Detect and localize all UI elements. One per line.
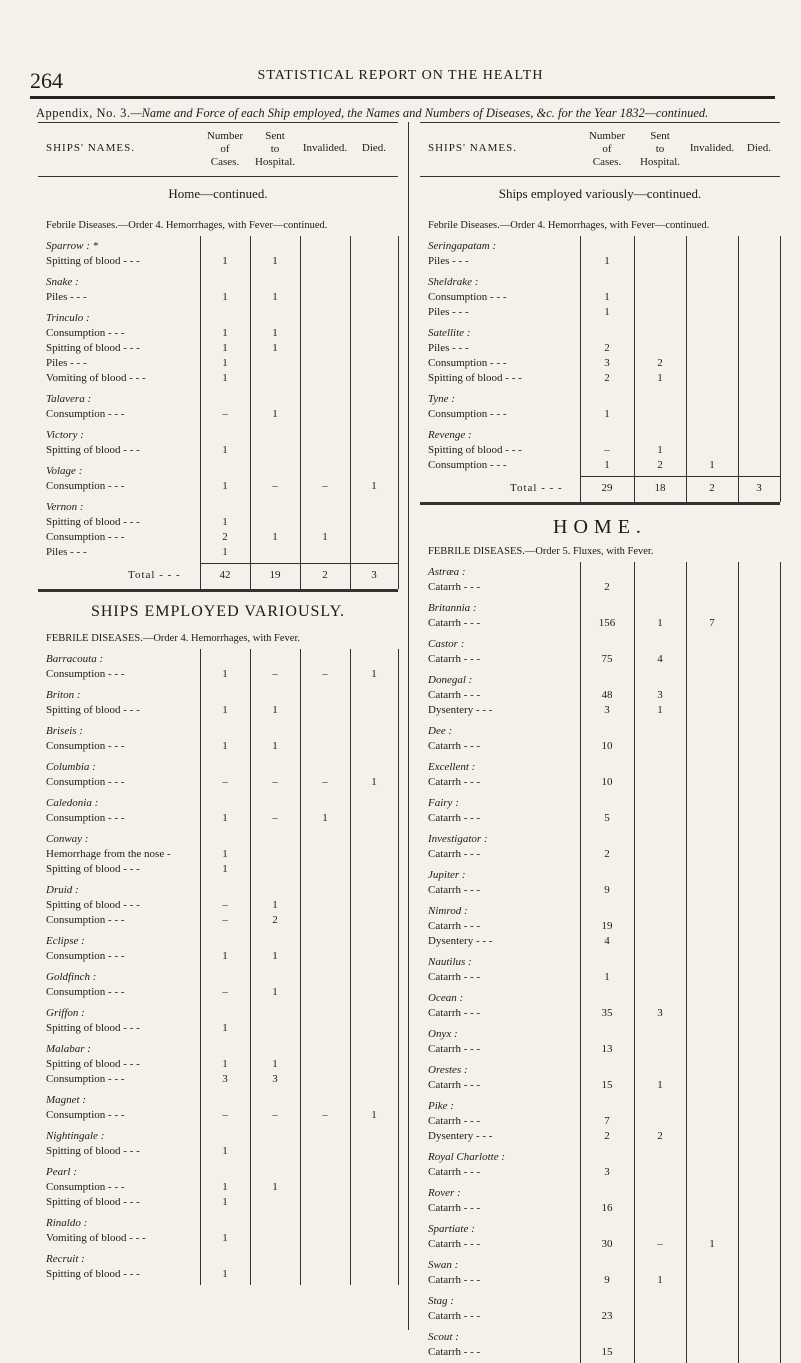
- cases-cell: 13: [601, 1043, 613, 1055]
- ship-name: Volage :: [46, 465, 83, 477]
- running-head: STATISTICAL REPORT ON THE HEALTH: [257, 68, 544, 83]
- disease-label: Consumption - - -: [46, 812, 125, 824]
- ship-name: Malabar :: [46, 1043, 91, 1055]
- right-total-label: Total - - -: [510, 482, 563, 494]
- ship-name: Nimrod :: [428, 905, 468, 917]
- cases-cell: –: [222, 1109, 228, 1121]
- left-total-top-rule: [200, 563, 398, 564]
- cases-cell: 10: [601, 740, 613, 752]
- ship-name: Jupiter :: [428, 869, 466, 881]
- cases-cell: 1: [222, 372, 228, 384]
- cases-cell: 2: [222, 531, 228, 543]
- disease-label: Catarrh - - -: [428, 812, 481, 824]
- disease-label: Catarrh - - -: [428, 740, 481, 752]
- disease-label: Vomiting of blood - - -: [46, 1232, 146, 1244]
- invalided-cell: –: [322, 480, 328, 492]
- cases-cell: –: [604, 444, 610, 456]
- ship-name: Ocean :: [428, 992, 464, 1004]
- hospital-cell: –: [272, 480, 278, 492]
- disease-label: Consumption - - -: [46, 408, 125, 420]
- cases-cell: 1: [222, 1022, 228, 1034]
- ship-name: Columbia :: [46, 761, 96, 773]
- caption: [36, 106, 708, 121]
- died-cell: 1: [371, 1109, 377, 1121]
- ship-name: Pearl :: [46, 1166, 77, 1178]
- disease-label: Catarrh - - -: [428, 1166, 481, 1178]
- disease-label: Consumption - - -: [428, 357, 507, 369]
- disease-label: Spitting of blood - - -: [46, 1145, 140, 1157]
- cases-cell: 1: [604, 408, 610, 420]
- ship-name: Recruit :: [46, 1253, 85, 1265]
- disease-label: Catarrh - - -: [428, 689, 481, 701]
- ship-name: Revenge :: [428, 429, 472, 441]
- cases-cell: 1: [222, 342, 228, 354]
- cases-cell: 3: [604, 704, 610, 716]
- cases-cell: 1: [222, 1196, 228, 1208]
- ship-name: Barracouta :: [46, 653, 104, 665]
- left-header-sent-to-hospital: Sent to Hospital.: [254, 130, 296, 168]
- hospital-cell: 1: [657, 444, 663, 456]
- ship-name: Briseis :: [46, 725, 83, 737]
- cases-cell: 1: [222, 863, 228, 875]
- right-column-rule: [686, 562, 687, 1363]
- left-order-heading: Febrile Diseases.—Order 4. Hemorrhages, with Fever—continued.: [46, 220, 328, 231]
- cases-cell: 15: [601, 1346, 613, 1358]
- left-column-rule: [300, 236, 301, 589]
- hospital-cell: 1: [272, 704, 278, 716]
- cases-cell: –: [222, 986, 228, 998]
- disease-label: Catarrh - - -: [428, 617, 481, 629]
- cases-cell: 1: [222, 950, 228, 962]
- disease-label: Catarrh - - -: [428, 884, 481, 896]
- disease-label: Catarrh - - -: [428, 848, 481, 860]
- hospital-cell: 1: [272, 342, 278, 354]
- ship-name: Goldfinch :: [46, 971, 97, 983]
- disease-label: Piles - - -: [46, 357, 87, 369]
- hospital-cell: 1: [657, 372, 663, 384]
- hospital-cell: –: [272, 776, 278, 788]
- disease-label: Consumption - - -: [46, 668, 125, 680]
- right-header-invalided: Invalided.: [689, 142, 735, 154]
- left-column-rule: [300, 649, 301, 1285]
- hospital-cell: 1: [272, 1181, 278, 1193]
- disease-label: Catarrh - - -: [428, 1079, 481, 1091]
- left-header-ships-names: SHIPS' NAMES.: [46, 142, 135, 154]
- ship-name: Druid :: [46, 884, 79, 896]
- right-total-cases: 29: [601, 482, 613, 494]
- ship-name: Royal Charlotte :: [428, 1151, 505, 1163]
- hospital-cell: 3: [657, 1007, 663, 1019]
- ship-name: Griffon :: [46, 1007, 85, 1019]
- cases-cell: 1: [222, 668, 228, 680]
- cases-cell: 10: [601, 776, 613, 788]
- right-total-hospital: 18: [654, 482, 666, 494]
- hospital-cell: 3: [657, 689, 663, 701]
- cases-cell: 1: [604, 291, 610, 303]
- disease-label: Catarrh - - -: [428, 920, 481, 932]
- hospital-cell: 1: [272, 531, 278, 543]
- cases-cell: 1: [222, 1268, 228, 1280]
- cases-cell: 2: [604, 342, 610, 354]
- cases-cell: 2: [604, 848, 610, 860]
- disease-label: Catarrh - - -: [428, 1274, 481, 1286]
- hospital-cell: 3: [272, 1073, 278, 1085]
- disease-label: Piles - - -: [46, 291, 87, 303]
- right-total-top-rule: [580, 476, 780, 477]
- ship-name: Magnet :: [46, 1094, 87, 1106]
- right-header-bottom-rule: [420, 176, 780, 177]
- disease-label: Consumption - - -: [46, 986, 125, 998]
- disease-label: Spitting of blood - - -: [46, 1196, 140, 1208]
- right-total-bottom-rule: [420, 502, 780, 505]
- ship-name: Nautilus :: [428, 956, 472, 968]
- right-total-invalided: 2: [709, 482, 715, 494]
- ship-name: Rover :: [428, 1187, 461, 1199]
- cases-cell: 1: [604, 306, 610, 318]
- cases-cell: 1: [222, 740, 228, 752]
- cases-cell: 1: [222, 1058, 228, 1070]
- invalided-cell: 7: [709, 617, 715, 629]
- left-total-invalided: 2: [322, 569, 328, 581]
- left-header-died: Died.: [361, 142, 387, 154]
- ship-name: Onyx :: [428, 1028, 458, 1040]
- right-header-sent-to-hospital: Sent to Hospital.: [639, 130, 681, 168]
- cases-cell: 1: [222, 327, 228, 339]
- cases-cell: 1: [604, 459, 610, 471]
- cases-cell: 3: [604, 357, 610, 369]
- hospital-cell: 1: [657, 1079, 663, 1091]
- ship-name: Satellite :: [428, 327, 471, 339]
- disease-label: Catarrh - - -: [428, 653, 481, 665]
- hospital-cell: 1: [272, 291, 278, 303]
- cases-cell: 1: [222, 291, 228, 303]
- left-total-label: Total - - -: [128, 569, 181, 581]
- invalided-cell: –: [322, 668, 328, 680]
- disease-label: Consumption - - -: [46, 950, 125, 962]
- header-rule: [30, 96, 775, 99]
- ship-name: Vernon :: [46, 501, 84, 513]
- cases-cell: 1: [222, 1232, 228, 1244]
- disease-label: Spitting of blood - - -: [46, 1058, 140, 1070]
- died-cell: 1: [371, 480, 377, 492]
- disease-label: Dysentery - - -: [428, 704, 493, 716]
- ship-name: Castor :: [428, 638, 465, 650]
- cases-cell: 1: [222, 1145, 228, 1157]
- disease-label: Catarrh - - -: [428, 1238, 481, 1250]
- disease-label: Spitting of blood - - -: [46, 863, 140, 875]
- right-order-heading: FEBRILE DISEASES.—Order 5. Fluxes, with Fever.: [428, 546, 654, 557]
- cases-cell: 30: [601, 1238, 613, 1250]
- caption-text: —Name and Force of each Ship employed, the Names and Numbers of Diseases, &c. for the Year 1832—continued.: [130, 106, 709, 120]
- disease-label: Catarrh - - -: [428, 1202, 481, 1214]
- cases-cell: 1: [222, 546, 228, 558]
- left-total-cases: 42: [219, 569, 231, 581]
- hospital-cell: 1: [272, 740, 278, 752]
- ship-name: Donegal :: [428, 674, 473, 686]
- cases-cell: 5: [604, 812, 610, 824]
- hospital-cell: 2: [272, 914, 278, 926]
- ship-name: Dee :: [428, 725, 453, 737]
- disease-label: Catarrh - - -: [428, 1346, 481, 1358]
- ship-name: Sheldrake :: [428, 276, 479, 288]
- right-section-title: HOME.: [553, 516, 647, 538]
- right-header-ships-names: SHIPS' NAMES.: [428, 142, 517, 154]
- disease-label: Spitting of blood - - -: [428, 372, 522, 384]
- hospital-cell: 2: [657, 357, 663, 369]
- invalided-cell: –: [322, 776, 328, 788]
- cases-cell: 3: [222, 1073, 228, 1085]
- center-divider: [408, 122, 409, 1330]
- cases-cell: 2: [604, 581, 610, 593]
- ship-name: Seringapatam :: [428, 240, 497, 252]
- right-column-rule: [738, 562, 739, 1363]
- disease-label: Consumption - - -: [428, 291, 507, 303]
- disease-label: Catarrh - - -: [428, 776, 481, 788]
- ship-name: Excellent :: [428, 761, 476, 773]
- disease-label: Catarrh - - -: [428, 1007, 481, 1019]
- hospital-cell: 4: [657, 653, 663, 665]
- disease-label: Catarrh - - -: [428, 581, 481, 593]
- disease-label: Spitting of blood - - -: [46, 1268, 140, 1280]
- cases-cell: 1: [222, 480, 228, 492]
- right-order-heading: Febrile Diseases.—Order 4. Hemorrhages, with Fever—continued.: [428, 220, 710, 231]
- cases-cell: 3: [604, 1166, 610, 1178]
- disease-label: Dysentery - - -: [428, 1130, 493, 1142]
- right-section-title: Ships employed variously—continued.: [498, 186, 702, 201]
- cases-cell: 1: [222, 848, 228, 860]
- right-column-rule: [580, 562, 581, 1363]
- cases-cell: 2: [604, 372, 610, 384]
- hospital-cell: –: [272, 812, 278, 824]
- cases-cell: 1: [604, 971, 610, 983]
- right-header-died: Died.: [746, 142, 772, 154]
- left-order-heading: FEBRILE DISEASES.—Order 4. Hemorrhages, with Fever.: [46, 633, 301, 644]
- right-column-rule: [634, 236, 635, 502]
- ship-name: Trinculo :: [46, 312, 90, 324]
- cases-cell: 1: [222, 357, 228, 369]
- hospital-cell: –: [272, 668, 278, 680]
- invalided-cell: 1: [709, 1238, 715, 1250]
- left-total-hospital: 19: [269, 569, 281, 581]
- left-total-bottom-rule: [38, 589, 398, 592]
- disease-label: Piles - - -: [428, 342, 469, 354]
- disease-label: Spitting of blood - - -: [46, 516, 140, 528]
- disease-label: Catarrh - - -: [428, 1115, 481, 1127]
- ship-name: Orestes :: [428, 1064, 468, 1076]
- ship-name: Sparrow : *: [46, 240, 99, 252]
- hospital-cell: 1: [657, 1274, 663, 1286]
- cases-cell: 1: [604, 255, 610, 267]
- ship-name: Nightingale :: [46, 1130, 105, 1142]
- ship-name: Investigator :: [428, 833, 488, 845]
- hospital-cell: 1: [272, 986, 278, 998]
- left-column-rule: [250, 236, 251, 589]
- disease-label: Catarrh - - -: [428, 1310, 481, 1322]
- hospital-cell: 1: [272, 1058, 278, 1070]
- cases-cell: 9: [604, 1274, 610, 1286]
- left-section-title: SHIPS EMPLOYED VARIOUSLY.: [90, 603, 346, 620]
- disease-label: Piles - - -: [428, 255, 469, 267]
- hospital-cell: 1: [657, 704, 663, 716]
- left-column-rule: [200, 649, 201, 1285]
- invalided-cell: 1: [322, 531, 328, 543]
- right-column-rule: [780, 236, 781, 502]
- disease-label: Consumption - - -: [46, 914, 125, 926]
- left-header-number-of-cases: Number of Cases.: [206, 130, 244, 168]
- ship-name: Tyne :: [428, 393, 455, 405]
- right-column-rule: [686, 236, 687, 502]
- cases-cell: –: [222, 776, 228, 788]
- cases-cell: 15: [601, 1079, 613, 1091]
- hospital-cell: 1: [272, 899, 278, 911]
- ship-name: Caledonia :: [46, 797, 99, 809]
- cases-cell: 35: [601, 1007, 613, 1019]
- ship-name: Conway :: [46, 833, 89, 845]
- cases-cell: –: [222, 914, 228, 926]
- disease-label: Spitting of blood - - -: [46, 1022, 140, 1034]
- hospital-cell: 2: [657, 459, 663, 471]
- disease-label: Consumption - - -: [46, 740, 125, 752]
- ship-name: Rinaldo :: [46, 1217, 88, 1229]
- cases-cell: 1: [222, 704, 228, 716]
- disease-label: Piles - - -: [46, 546, 87, 558]
- hospital-cell: –: [657, 1238, 663, 1250]
- cases-cell: 4: [604, 935, 610, 947]
- invalided-cell: 1: [322, 812, 328, 824]
- disease-label: Spitting of blood - - -: [46, 342, 140, 354]
- cases-cell: 23: [601, 1310, 613, 1322]
- cases-cell: –: [222, 899, 228, 911]
- caption-prefix: Appendix, No. 3.: [36, 106, 131, 120]
- disease-label: Piles - - -: [428, 306, 469, 318]
- disease-label: Vomiting of blood - - -: [46, 372, 146, 384]
- invalided-cell: –: [322, 1109, 328, 1121]
- hospital-cell: 2: [657, 1130, 663, 1142]
- ship-name: Snake :: [46, 276, 79, 288]
- left-column-rule: [200, 236, 201, 589]
- cases-cell: 48: [601, 689, 613, 701]
- right-header-top-rule: [420, 122, 780, 123]
- disease-label: Consumption - - -: [46, 480, 125, 492]
- hospital-cell: –: [272, 1109, 278, 1121]
- cases-cell: 1: [222, 1181, 228, 1193]
- cases-cell: 1: [222, 444, 228, 456]
- right-column-rule: [780, 562, 781, 1363]
- ship-name: Britannia :: [428, 602, 477, 614]
- cases-cell: –: [222, 408, 228, 420]
- died-cell: 1: [371, 668, 377, 680]
- right-header-number-of-cases: Number of Cases.: [588, 130, 626, 168]
- disease-label: Consumption - - -: [46, 1109, 125, 1121]
- ship-name: Pike :: [428, 1100, 454, 1112]
- died-cell: 1: [371, 776, 377, 788]
- left-header-top-rule: [38, 122, 398, 123]
- disease-label: Dysentery - - -: [428, 935, 493, 947]
- right-column-rule: [634, 562, 635, 1363]
- right-column-rule: [580, 236, 581, 502]
- disease-label: Consumption - - -: [428, 459, 507, 471]
- disease-label: Consumption - - -: [46, 327, 125, 339]
- hospital-cell: 1: [272, 327, 278, 339]
- left-header-invalided: Invalided.: [302, 142, 348, 154]
- disease-label: Catarrh - - -: [428, 1043, 481, 1055]
- right-column-rule: [738, 236, 739, 502]
- ship-name: Talavera :: [46, 393, 92, 405]
- cases-cell: 7: [604, 1115, 610, 1127]
- left-header-bottom-rule: [38, 176, 398, 177]
- cases-cell: 156: [598, 617, 616, 629]
- hospital-cell: 1: [657, 617, 663, 629]
- ship-name: Spartiate :: [428, 1223, 475, 1235]
- cases-cell: 2: [604, 1130, 610, 1142]
- cases-cell: 16: [601, 1202, 613, 1214]
- ship-name: Scout :: [428, 1331, 459, 1343]
- left-column-rule: [398, 236, 399, 589]
- left-section-title: Home—continued.: [168, 186, 268, 201]
- ship-name: Swan :: [428, 1259, 459, 1271]
- ship-name: Astræa :: [428, 566, 466, 578]
- disease-label: Consumption - - -: [46, 1073, 125, 1085]
- cases-cell: 75: [601, 653, 613, 665]
- disease-label: Catarrh - - -: [428, 971, 481, 983]
- left-column-rule: [250, 649, 251, 1285]
- invalided-cell: 1: [709, 459, 715, 471]
- disease-label: Spitting of blood - - -: [46, 444, 140, 456]
- disease-label: Consumption - - -: [46, 776, 125, 788]
- hospital-cell: 1: [272, 950, 278, 962]
- disease-label: Spitting of blood - - -: [428, 444, 522, 456]
- disease-label: Spitting of blood - - -: [46, 899, 140, 911]
- cases-cell: 19: [601, 920, 613, 932]
- disease-label: Consumption - - -: [428, 408, 507, 420]
- disease-label: Spitting of blood - - -: [46, 255, 140, 267]
- cases-cell: 9: [604, 884, 610, 896]
- disease-label: Spitting of blood - - -: [46, 704, 140, 716]
- ship-name: Briton :: [46, 689, 81, 701]
- ship-name: Victory :: [46, 429, 84, 441]
- ship-name: Stag :: [428, 1295, 454, 1307]
- left-total-died: 3: [371, 569, 377, 581]
- disease-label: Consumption - - -: [46, 1181, 125, 1193]
- cases-cell: 1: [222, 516, 228, 528]
- left-column-rule: [350, 649, 351, 1285]
- hospital-cell: 1: [272, 408, 278, 420]
- ship-name: Fairy :: [428, 797, 459, 809]
- ship-name: Eclipse :: [46, 935, 85, 947]
- cases-cell: 1: [222, 255, 228, 267]
- page-number: 264: [30, 68, 63, 93]
- disease-label: Hemorrhage from the nose -: [46, 848, 171, 860]
- disease-label: Consumption - - -: [46, 531, 125, 543]
- left-column-rule: [350, 236, 351, 589]
- right-total-died: 3: [756, 482, 762, 494]
- cases-cell: 1: [222, 812, 228, 824]
- hospital-cell: 1: [272, 255, 278, 267]
- left-column-rule: [398, 649, 399, 1285]
